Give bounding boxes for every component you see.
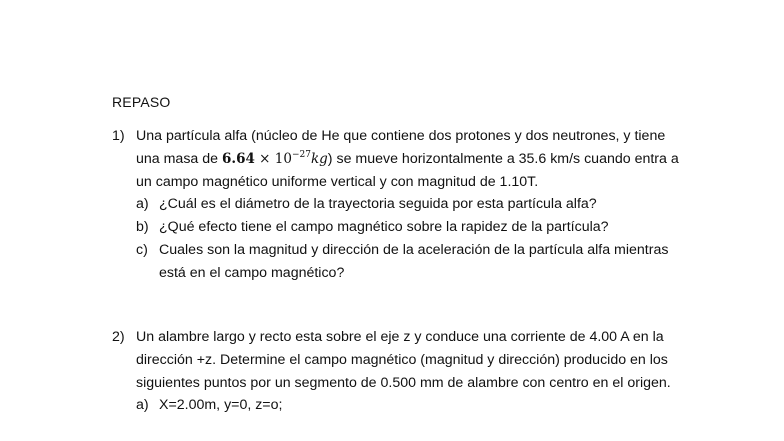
subitem-text: ¿Cuál es el diámetro de la trayectoria seguida por esta partícula alfa?: [159, 196, 597, 213]
statement-text-before: Una partícula alfa (núcleo de He que contiene dos protones y dos neutrones, y tiene una masa de: [136, 128, 666, 167]
mass-expression: [222, 151, 328, 167]
subitem-1a: [136, 193, 684, 216]
problem-2: [112, 326, 682, 417]
mass-mantissa: 6.64: [221, 150, 255, 167]
subitem-letter: b): [136, 219, 149, 236]
power-base: 10: [274, 150, 292, 167]
mass-close-paren: ): [327, 150, 333, 167]
problem-1: [112, 125, 682, 285]
subitem-text: Cuales son la magnitud y dirección de la aceleración de la partícula alfa mientras está en el campo magnético?: [159, 241, 669, 281]
subitem-1c: [136, 239, 684, 285]
subitem-2a: [136, 394, 684, 417]
statement-text-after: se mueve horizontalmente a 35.6 km/s cuando entra a un campo magnético uniforme vertical y con magnitud de 1.10T.: [136, 150, 679, 190]
subitem-letter: a): [136, 397, 149, 414]
subitem-letter: c): [136, 241, 148, 258]
subitem-text: ¿Qué efecto tiene el campo magnético sobre la rapidez de la partícula?: [159, 219, 609, 236]
section-heading: REPASO: [112, 94, 171, 110]
times-sign: ×: [259, 150, 271, 167]
subitem-text: X=2.00m, y=0, z=o;: [159, 397, 283, 414]
subitem-1b: [136, 216, 684, 239]
power-exponent: −27: [291, 149, 311, 160]
problem-number: 1): [112, 128, 125, 144]
problem-number: 2): [112, 329, 125, 345]
mass-unit: kg: [310, 150, 328, 167]
problem-statement: Un alambre largo y recto esta sobre el eje z y conduce una corriente de 4.00 A en la dirección +z. Determine el campo magnético (magnitud y dirección) producido en los siguientes puntos por un segmento de 0.500 mm de alambre con centro en el origen.: [136, 329, 671, 391]
problem-statement: [136, 125, 682, 193]
subitem-letter: a): [136, 196, 149, 213]
